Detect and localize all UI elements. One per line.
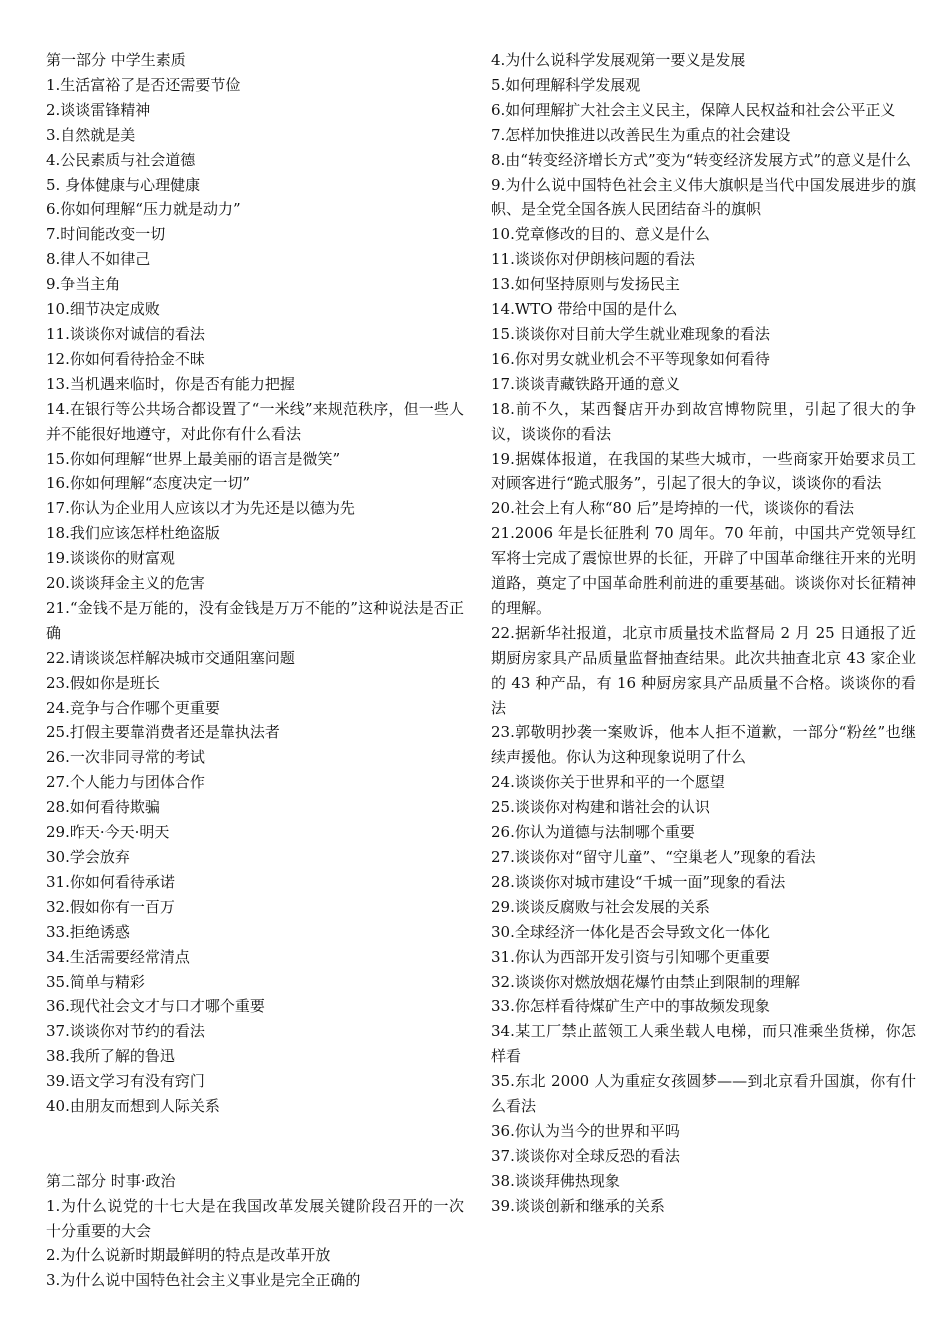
list-item: 14.在银行等公共场合都设置了“一米线”来规范秩序，但一些人并不能很好地遵守，对此你有什么看法 xyxy=(46,399,464,443)
list-item: 38.谈谈拜佛热现象 xyxy=(491,1171,620,1190)
current-affairs-list-left xyxy=(46,1194,464,1294)
list-item: 33.你怎样看待煤矿生产中的事故频发现象 xyxy=(491,997,770,1016)
list-item: 9.争当主角 xyxy=(46,275,121,294)
section-title-student-quality: 第一部分 中学生素质 xyxy=(46,51,186,69)
list-item: 3.为什么说中国特色社会主义事业是完全正确的 xyxy=(46,1271,361,1290)
section-title-current-affairs: 第二部分 时事·政治 xyxy=(46,1171,176,1190)
right-column xyxy=(491,48,916,1219)
list-item: 15.你如何理解“世界上最美丽的语言是微笑” xyxy=(46,449,341,468)
list-item: 39.谈谈创新和继承的关系 xyxy=(491,1196,665,1215)
list-item: 18.我们应该怎样杜绝盗版 xyxy=(46,524,220,543)
list-item: 21.“金钱不是万能的，没有金钱是万万不能的”这种说法是否正确 xyxy=(46,598,464,642)
list-item: 7.怎样加快推进以改善民生为重点的社会建设 xyxy=(491,125,791,144)
list-item: 29.昨天·今天·明天 xyxy=(46,823,170,842)
list-item: 35.东北 2000 人为重症女孩圆梦——到北京看升国旗，你有什么看法 xyxy=(491,1072,916,1116)
list-item: 24.谈谈你关于世界和平的一个愿望 xyxy=(491,773,725,792)
list-item: 2.为什么说新时期最鲜明的特点是改革开放 xyxy=(46,1246,331,1265)
list-item: 14.WTO 带给中国的是什么 xyxy=(491,300,678,319)
list-item: 17.谈谈青藏铁路开通的意义 xyxy=(491,374,680,393)
list-item: 9.为什么说中国特色社会主义伟大旗帜是当代中国发展进步的旗帜、是全党全国各族人民团结奋斗的旗帜 xyxy=(491,175,916,219)
list-item: 5.如何理解科学发展观 xyxy=(491,75,641,94)
list-item: 4.为什么说科学发展观第一要义是发展 xyxy=(491,51,746,69)
list-item: 24.竞争与合作哪个更重要 xyxy=(46,698,220,717)
list-item: 10.党章修改的目的、意义是什么 xyxy=(491,225,710,244)
list-item: 34.某工厂禁止蓝领工人乘坐载人电梯，而只准乘坐货梯，你怎样看 xyxy=(491,1022,916,1066)
list-item: 13.如何坚持原则与发扬民主 xyxy=(491,275,680,294)
list-item: 27.谈谈你对“留守儿童”、“空巢老人”现象的看法 xyxy=(491,848,816,866)
list-item: 11.谈谈你对诚信的看法 xyxy=(46,324,205,343)
list-item: 8.由“转变经济增长方式”变为“转变经济发展方式”的意义是什么 xyxy=(491,150,911,169)
list-item: 23.假如你是班长 xyxy=(46,673,160,692)
list-item: 37.谈谈你对节约的看法 xyxy=(46,1022,205,1041)
list-item: 32.谈谈你对燃放烟花爆竹由禁止到限制的理解 xyxy=(491,972,800,991)
list-item: 36.你认为当今的世界和平吗 xyxy=(491,1121,680,1140)
list-item: 6.你如何理解“压力就是动力” xyxy=(46,200,241,219)
list-item: 35.简单与精彩 xyxy=(46,972,145,991)
list-item: 4.公民素质与社会道德 xyxy=(46,150,196,169)
list-item: 28.如何看待欺骗 xyxy=(46,798,160,817)
list-item: 5. 身体健康与心理健康 xyxy=(46,175,201,194)
list-item: 2.谈谈雷锋精神 xyxy=(46,100,151,119)
list-item: 22.据新华社报道，北京市质量技术监督局 2 月 25 日通报了近期厨房家具产品质量监督抽查结果。此次共抽查北京 43 家企业的 43 种产品，有 16 种厨房家具产品质量不合格。谈谈你的看法 xyxy=(491,623,916,717)
list-item: 32.假如你有一百万 xyxy=(46,897,175,916)
list-item: 17.你认为企业用人应该以才为先还是以德为先 xyxy=(46,499,355,518)
list-item: 20.社会上有人称“80 后”是垮掉的一代，谈谈你的看法 xyxy=(491,499,855,518)
list-item: 8.律人不如律己 xyxy=(46,250,151,269)
list-item: 29.谈谈反腐败与社会发展的关系 xyxy=(491,897,710,916)
list-item: 22.请谈谈怎样解决城市交通阻塞问题 xyxy=(46,648,295,667)
list-item: 26.你认为道德与法制哪个重要 xyxy=(491,823,695,842)
list-item: 20.谈谈拜金主义的危害 xyxy=(46,574,205,593)
list-item: 27.个人能力与团体合作 xyxy=(46,773,205,792)
list-item: 18.前不久，某西餐店开办到故宫博物院里，引起了很大的争议，谈谈你的看法 xyxy=(491,399,916,443)
list-item: 13.当机遇来临时，你是否有能力把握 xyxy=(46,374,295,393)
list-item: 7.时间能改变一切 xyxy=(46,225,166,244)
list-item: 30.学会放弃 xyxy=(46,848,130,866)
list-item: 15.谈谈你对目前大学生就业难现象的看法 xyxy=(491,324,770,343)
list-item: 30.全球经济一体化是否会导致文化一体化 xyxy=(491,922,770,941)
student-quality-list xyxy=(46,73,464,1119)
list-item: 23.郭敬明抄袭一案败诉，他本人拒不道歉，一部分“粉丝”也继续声援他。你认为这种现象说明了什么 xyxy=(491,723,916,767)
section-spacer xyxy=(46,1119,464,1169)
list-item: 12.你如何看待拾金不昧 xyxy=(46,349,205,368)
list-item: 1.生活富裕了是否还需要节俭 xyxy=(46,75,241,94)
left-column xyxy=(46,48,464,1293)
list-item: 25.谈谈你对构建和谐社会的认识 xyxy=(491,798,710,817)
list-item: 16.你对男女就业机会不平等现象如何看待 xyxy=(491,349,770,368)
list-item: 11.谈谈你对伊朗核问题的看法 xyxy=(491,250,695,269)
list-item: 19.谈谈你的财富观 xyxy=(46,549,175,568)
list-item: 25.打假主要靠消费者还是靠执法者 xyxy=(46,723,280,742)
list-item: 6.如何理解扩大社会主义民主，保障人民权益和社会公平正义 xyxy=(491,100,896,119)
list-item: 31.你认为西部开发引资与引知哪个更重要 xyxy=(491,947,770,966)
current-affairs-list-right xyxy=(491,48,916,1219)
list-item: 34.生活需要经常清点 xyxy=(46,947,190,966)
list-item: 37.谈谈你对全球反恐的看法 xyxy=(491,1146,680,1165)
list-item: 39.语文学习有没有窍门 xyxy=(46,1072,205,1091)
list-item: 16.你如何理解“态度决定一切” xyxy=(46,474,251,493)
list-item: 26.一次非同寻常的考试 xyxy=(46,748,205,767)
list-item: 33.拒绝诱惑 xyxy=(46,922,130,941)
list-item: 40.由朋友而想到人际关系 xyxy=(46,1097,220,1116)
list-item: 36.现代社会文才与口才哪个重要 xyxy=(46,997,265,1016)
list-item: 10.细节决定成败 xyxy=(46,300,160,319)
list-item: 19.据媒体报道，在我国的某些大城市，一些商家开始要求员工对顾客进行“跪式服务”，引起了很大的争议，谈谈你的看法 xyxy=(491,449,916,493)
list-item: 3.自然就是美 xyxy=(46,125,136,144)
list-item: 38.我所了解的鲁迅 xyxy=(46,1047,175,1066)
list-item: 1.为什么说党的十七大是在我国改革发展关键阶段召开的一次十分重要的大会 xyxy=(46,1196,464,1240)
list-item: 31.你如何看待承诺 xyxy=(46,872,175,891)
list-item: 28.谈谈你对城市建设“千城一面”现象的看法 xyxy=(491,872,786,891)
list-item: 21.2006 年是长征胜利 70 周年。70 年前，中国共产党领导红军将士完成了震惊世界的长征，开辟了中国革命继往开来的光明道路，奠定了中国革命胜利前进的重要基础。谈谈你对长征精神的理解。 xyxy=(491,524,916,617)
